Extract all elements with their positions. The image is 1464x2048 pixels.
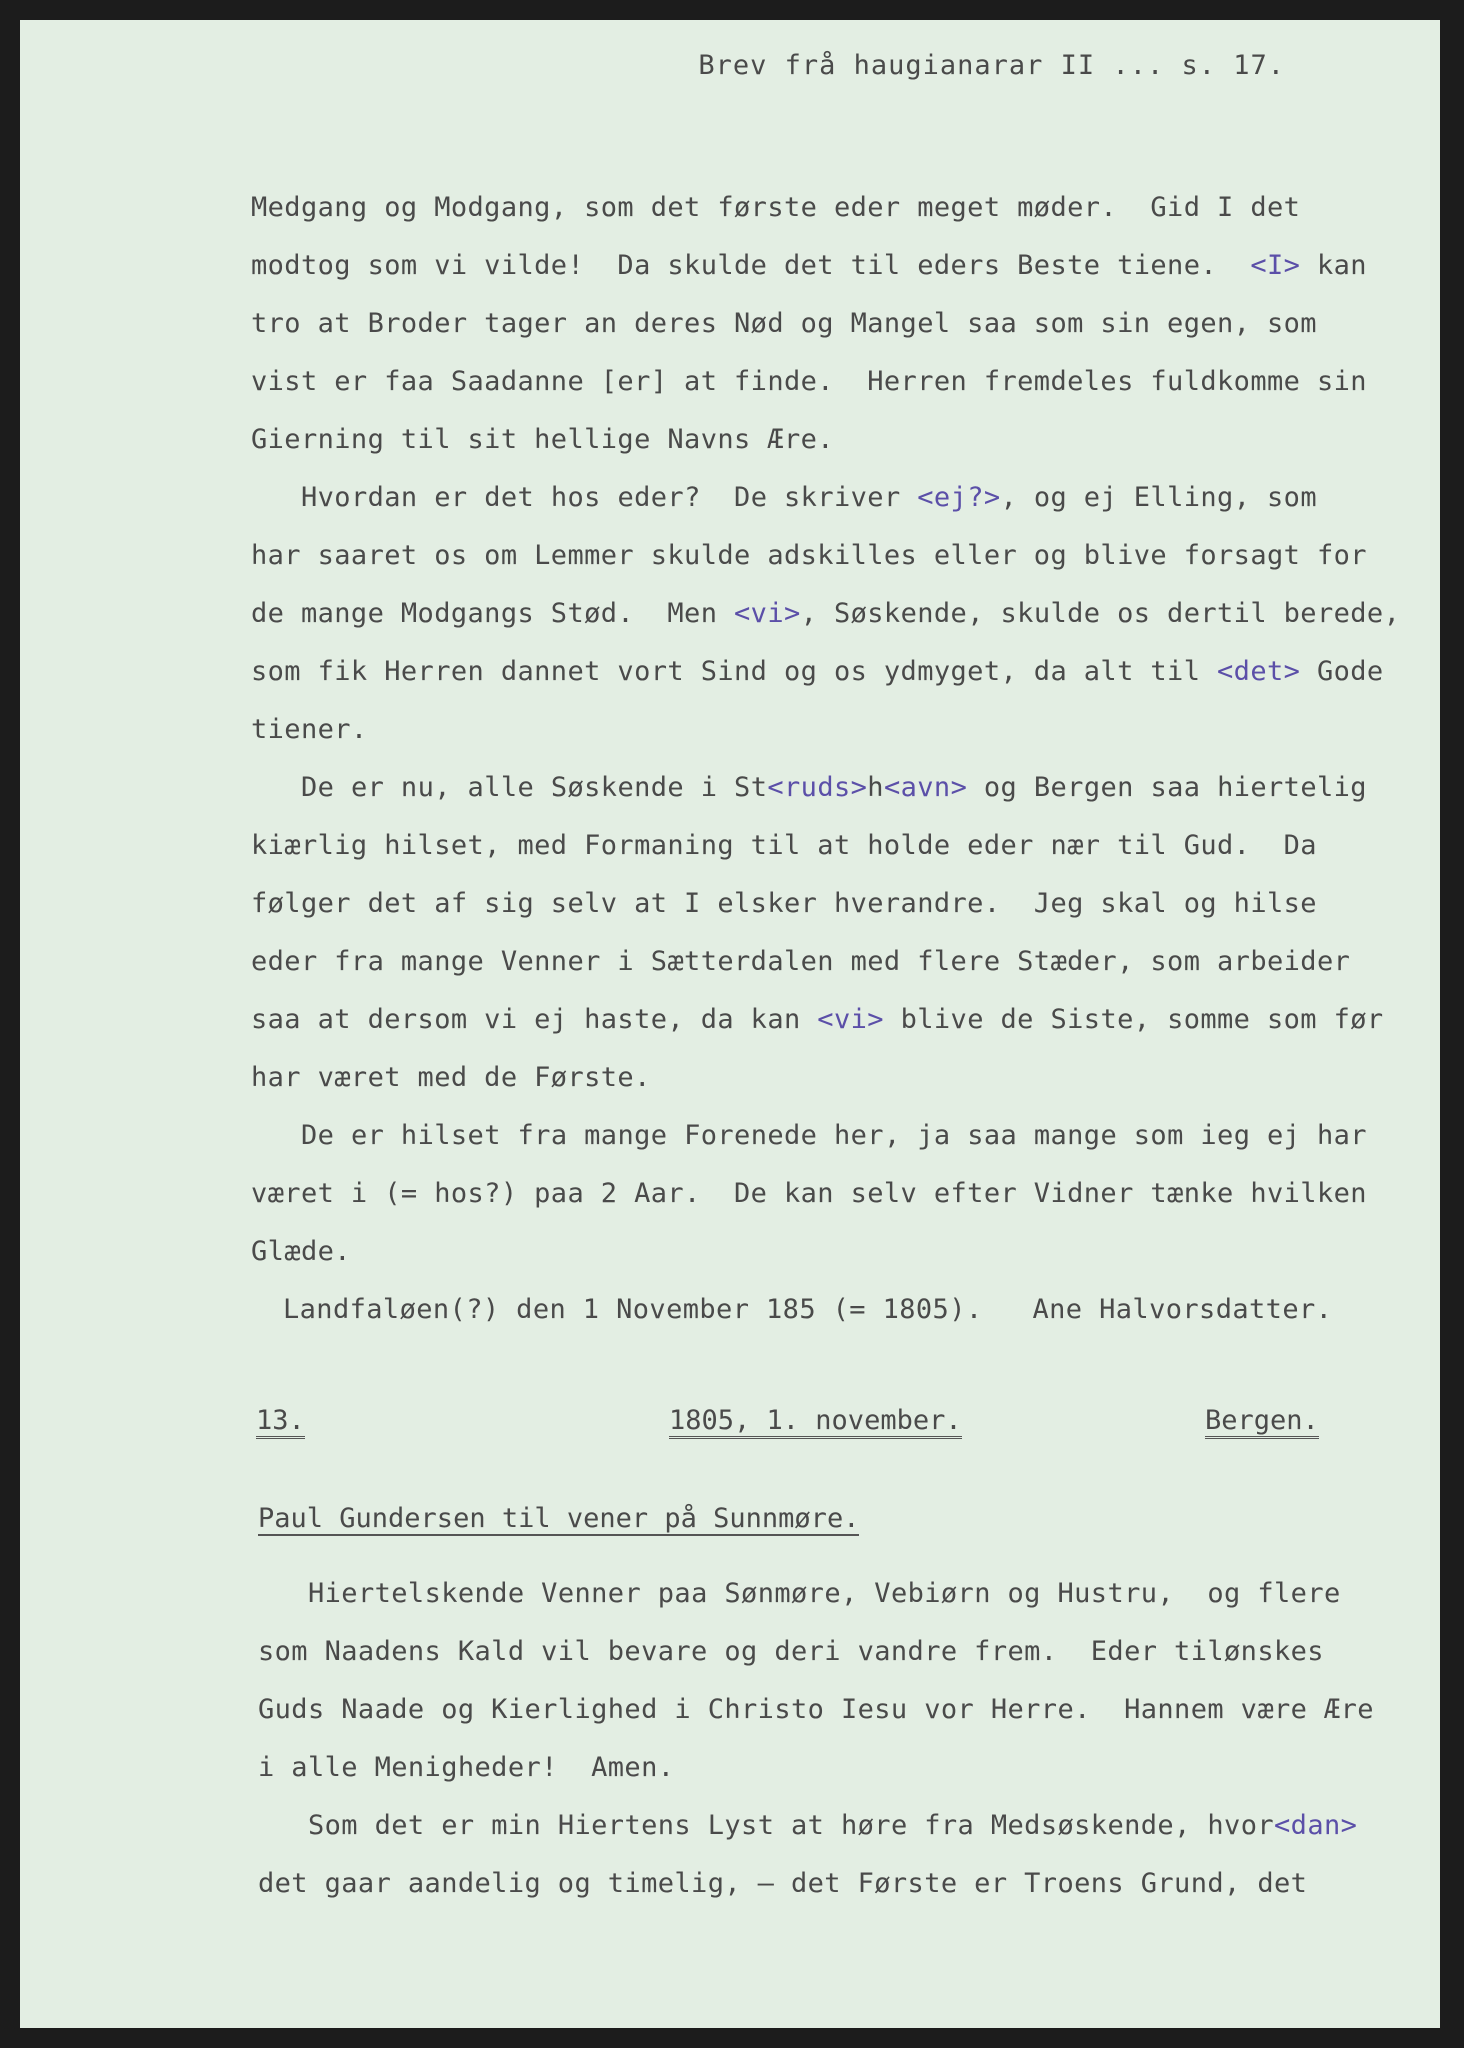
text-line: følger det af sig selv at I elsker hverandre. Jeg skal og hilse [251,888,1317,919]
text-line: Gierning til sit hellige Navns Ære. [251,424,834,455]
text-line: Som det er min Hiertens Lyst at høre fra Medsøskende, hvor<dan> [308,1810,1358,1841]
entry-date: 1805, 1. november. [669,1405,962,1439]
text-line: tro at Broder tager an deres Nød og Mangel saa som sin egen, som [251,308,1317,339]
text-line: i alle Menigheder! Amen. [258,1752,675,1783]
text-line: har været med de Første. [251,1062,651,1093]
editorial-insert: <ej?> [917,482,1001,513]
text-line: som Naadens Kald vil bevare og deri vandre frem. Eder tilønskes [258,1636,1324,1667]
text-line: som fik Herren dannet vort Sind og os ydmyget, da alt til <det> Gode [251,656,1384,687]
text-line: Glæde. [251,1236,351,1267]
text-line: har saaret os om Lemmer skulde adskilles eller og blive forsagt for [251,540,1367,571]
page-header: Brev frå haugianarar II ... s. 17. [698,50,1285,81]
editorial-insert: <det> [1217,656,1301,687]
editorial-insert: <avn> [883,772,968,803]
editorial-insert: <vi> [734,598,801,629]
text-line: modtog som vi vilde! Da skulde det til eders Beste tiene. <I> kan [251,250,1367,281]
text-line: tiener. [251,714,368,745]
text-line: Guds Naade og Kierlighed i Christo Iesu vor Herre. Hannem være Ære [258,1694,1374,1725]
text-line: Hvordan er det hos eder? De skriver <ej?>, og ej Elling, som [301,482,1317,513]
text-line: vist er faa Saadanne [er] at finde. Herren fremdeles fuldkomme sin [251,366,1367,397]
entry-number: 13. [256,1405,305,1439]
document-page [20,20,1440,2028]
editorial-insert: <I> [1250,250,1301,281]
editorial-insert: <dan> [1274,1810,1358,1841]
text-line: Hiertelskende Venner paa Sønmøre, Vebiørn og Hustru, og flere [308,1578,1341,1609]
editorial-insert: <ruds> [767,772,868,803]
signature-line: Landfaløen(?) den 1 November 185 (= 1805). Ane Halvorsdatter. [283,1294,1333,1325]
text-line: været i (= hos?) paa 2 Aar. De kan selv efter Vidner tænke hvilken [251,1178,1367,1209]
text-line: saa at dersom vi ej haste, da kan <vi> blive de Siste, somme som før [251,1004,1384,1035]
editorial-insert: <vi> [817,1004,884,1035]
text-line: kiærlig hilset, med Formaning til at holde eder nær til Gud. Da [251,830,1317,861]
text-line: De er hilset fra mange Forenede her, ja saa mange som ieg ej har [301,1120,1367,1151]
text-line: de mange Modgangs Stød. Men <vi>, Søskende, skulde os dertil berede, [251,598,1401,629]
text-line: De er nu, alle Søskende i St<ruds>h<avn> og Bergen saa hiertelig [301,772,1367,803]
entry-place: Bergen. [1205,1405,1319,1439]
text-line: Medgang og Modgang, som det første eder meget møder. Gid I det [251,192,1301,223]
text-line: det gaar aandelig og timelig, — det Første er Troens Grund, det [258,1868,1308,1899]
text-line: eder fra mange Venner i Sætterdalen med flere Stæder, som arbeider [251,946,1351,977]
letter-subject: Paul Gundersen til vener på Sunnmøre. [258,1503,860,1534]
